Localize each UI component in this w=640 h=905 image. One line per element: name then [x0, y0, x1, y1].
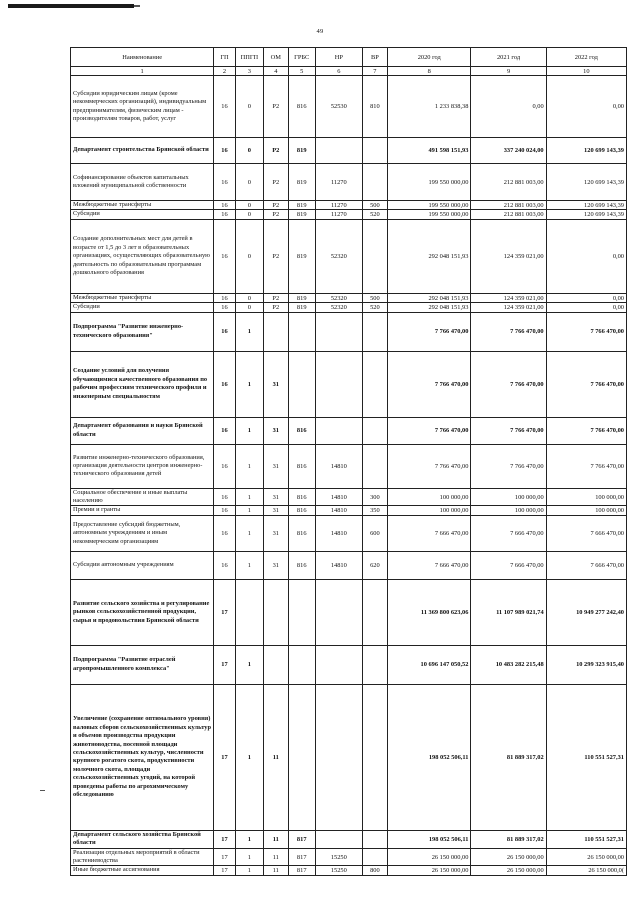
cell-ppgp: 0	[235, 219, 263, 293]
cell-nr	[315, 417, 362, 444]
cell-grbs: 816	[288, 417, 315, 444]
cell-vr: 300	[362, 488, 387, 506]
margin-tick	[40, 790, 45, 791]
cell-grbs: 817	[288, 830, 315, 848]
cell-y2020: 100 000,00	[388, 506, 471, 515]
cell-gp: 16	[214, 515, 235, 551]
cell-y2021: 124 359 021,00	[471, 303, 546, 312]
cell-name: Создание дополнительных мест для детей в возрасте от 1,5 до 3 лет в образовательных организациях, осуществляющих образовательную деятельность по образовательным программам дошкольного образования	[71, 219, 214, 293]
cell-y2022: 7 766 470,00	[546, 417, 626, 444]
col-number: 6	[315, 67, 362, 76]
cell-y2020: 7 666 470,00	[388, 515, 471, 551]
cell-y2022: 26 150 000,00	[546, 848, 626, 866]
table-row	[71, 830, 627, 848]
cell-om	[264, 312, 288, 351]
cell-y2022: 0,00	[546, 303, 626, 312]
cell-y2020: 7 666 470,00	[388, 551, 471, 579]
cell-grbs	[288, 312, 315, 351]
cell-gp: 16	[214, 303, 235, 312]
cell-y2021: 7 666 470,00	[471, 515, 546, 551]
cell-nr: 14810	[315, 515, 362, 551]
col-header: НР	[315, 48, 362, 67]
cell-om: Р2	[264, 219, 288, 293]
cell-vr	[362, 444, 387, 488]
cell-om	[264, 579, 288, 645]
cell-name: Подпрограмма "Развитие инженерно-технического образования"	[71, 312, 214, 351]
table-row	[71, 351, 627, 417]
cell-y2022: 0,00	[546, 219, 626, 293]
col-number: 7	[362, 67, 387, 76]
cell-y2020: 491 598 151,93	[388, 138, 471, 164]
cell-ppgp: 1	[235, 848, 263, 866]
col-header: ППГП	[235, 48, 263, 67]
cell-name: Развитие сельского хозяйства и регулирование рынков сельскохозяйственной продукции, сырья и продовольствия Брянской области	[71, 579, 214, 645]
cell-y2022: 100 000,00	[546, 488, 626, 506]
cell-vr: 600	[362, 515, 387, 551]
cell-grbs: 819	[288, 210, 315, 219]
cell-vr: 350	[362, 506, 387, 515]
cell-gp: 16	[214, 76, 235, 138]
col-header: ГРБС	[288, 48, 315, 67]
cell-ppgp: 0	[235, 201, 263, 210]
cell-om	[264, 645, 288, 684]
cell-nr	[315, 645, 362, 684]
cell-om: 31	[264, 417, 288, 444]
cell-name: Субсидии	[71, 303, 214, 312]
cell-y2021: 212 881 003,00	[471, 164, 546, 201]
cell-y2021: 212 881 003,00	[471, 201, 546, 210]
cell-y2021: 124 359 021,00	[471, 219, 546, 293]
cell-om: 11	[264, 866, 288, 875]
cell-vr: 810	[362, 76, 387, 138]
cell-grbs: 817	[288, 866, 315, 875]
cell-grbs: 816	[288, 444, 315, 488]
cell-gp: 16	[214, 201, 235, 210]
cell-gp: 17	[214, 579, 235, 645]
table-row	[71, 684, 627, 830]
cell-y2022: 0,00	[546, 76, 626, 138]
cell-vr	[362, 138, 387, 164]
table-row	[71, 201, 627, 210]
cell-y2020: 199 550 000,00	[388, 164, 471, 201]
cell-grbs: 816	[288, 76, 315, 138]
cell-y2021: 0,00	[471, 76, 546, 138]
cell-y2022: 0,00	[546, 293, 626, 302]
cell-vr	[362, 848, 387, 866]
cell-om: 31	[264, 351, 288, 417]
scan-edge-mark-tail	[134, 5, 140, 7]
cell-grbs: 816	[288, 506, 315, 515]
table-row	[71, 303, 627, 312]
cell-y2021: 81 889 317,02	[471, 684, 546, 830]
col-number: 8	[388, 67, 471, 76]
cell-nr: 11270	[315, 210, 362, 219]
cell-nr: 11270	[315, 164, 362, 201]
cell-gp: 16	[214, 164, 235, 201]
col-header: ВР	[362, 48, 387, 67]
cell-name: Социальное обеспечение и иные выплаты населению	[71, 488, 214, 506]
cell-gp: 16	[214, 417, 235, 444]
cell-y2020: 199 550 000,00	[388, 201, 471, 210]
table-row	[71, 210, 627, 219]
col-header: Наименование	[71, 48, 214, 67]
cell-vr	[362, 684, 387, 830]
cell-name: Иные бюджетные ассигнования	[71, 866, 214, 875]
cell-grbs: 816	[288, 488, 315, 506]
cell-gp: 16	[214, 138, 235, 164]
cell-ppgp: 1	[235, 444, 263, 488]
cell-y2022: 10 949 277 242,40	[546, 579, 626, 645]
table-row	[71, 444, 627, 488]
cell-om: 31	[264, 444, 288, 488]
cell-ppgp: 0	[235, 303, 263, 312]
cell-y2022: 26 150 000,0(	[546, 866, 626, 875]
cell-grbs: 819	[288, 293, 315, 302]
cell-y2020: 11 369 800 623,06	[388, 579, 471, 645]
cell-y2020: 7 766 470,00	[388, 312, 471, 351]
cell-ppgp: 0	[235, 76, 263, 138]
cell-nr: 52530	[315, 76, 362, 138]
cell-y2021: 100 000,00	[471, 488, 546, 506]
cell-gp: 16	[214, 219, 235, 293]
cell-name: Подпрограмма "Развитие отраслей агропромышленного комплекса"	[71, 645, 214, 684]
table-row	[71, 138, 627, 164]
cell-y2022: 10 299 323 915,40	[546, 645, 626, 684]
cell-grbs	[288, 579, 315, 645]
cell-grbs: 819	[288, 138, 315, 164]
col-number: 10	[546, 67, 626, 76]
cell-y2022: 7 666 470,00	[546, 515, 626, 551]
cell-ppgp: 0	[235, 210, 263, 219]
cell-y2020: 292 048 151,93	[388, 293, 471, 302]
cell-vr: 800	[362, 866, 387, 875]
cell-y2021: 7 766 470,00	[471, 312, 546, 351]
cell-ppgp: 1	[235, 515, 263, 551]
cell-gp: 16	[214, 293, 235, 302]
page-number: 49	[316, 28, 324, 35]
cell-name: Софинансирование объектов капитальных вложений муниципальной собственности	[71, 164, 214, 201]
col-header: 2020 год	[388, 48, 471, 67]
cell-gp: 16	[214, 210, 235, 219]
cell-nr: 15250	[315, 866, 362, 875]
cell-y2022: 100 000,00	[546, 506, 626, 515]
cell-om: Р2	[264, 201, 288, 210]
cell-y2020: 198 052 506,11	[388, 684, 471, 830]
cell-nr	[315, 830, 362, 848]
cell-name: Предоставление субсидий бюджетным, автономным учреждениям и иным некоммерческим организациям	[71, 515, 214, 551]
cell-y2022: 110 551 527,31	[546, 684, 626, 830]
cell-om: Р2	[264, 293, 288, 302]
table-row	[71, 293, 627, 302]
cell-y2022: 120 699 143,39	[546, 201, 626, 210]
cell-y2020: 292 048 151,93	[388, 303, 471, 312]
cell-gp: 17	[214, 830, 235, 848]
cell-ppgp: 0	[235, 138, 263, 164]
cell-y2020: 198 052 506,11	[388, 830, 471, 848]
cell-ppgp	[235, 579, 263, 645]
cell-om: Р2	[264, 138, 288, 164]
cell-name: Развитие инженерно-технического образования, организация деятельности центров инженерно-технического образования детей	[71, 444, 214, 488]
cell-grbs	[288, 684, 315, 830]
cell-name: Субсидии автономным учреждениям	[71, 551, 214, 579]
cell-grbs: 819	[288, 164, 315, 201]
cell-name: Реализация отдельных мероприятий в области растениеводства	[71, 848, 214, 866]
table-row	[71, 312, 627, 351]
col-number: 2	[214, 67, 235, 76]
cell-ppgp: 1	[235, 866, 263, 875]
cell-y2021: 10 483 282 215,48	[471, 645, 546, 684]
cell-vr: 500	[362, 201, 387, 210]
cell-vr	[362, 417, 387, 444]
cell-gp: 16	[214, 488, 235, 506]
cell-y2021: 7 766 470,00	[471, 351, 546, 417]
cell-nr: 14810	[315, 488, 362, 506]
cell-name: Департамент сельского хозяйства Брянской области	[71, 830, 214, 848]
cell-y2022: 120 699 143,39	[546, 164, 626, 201]
cell-grbs: 819	[288, 201, 315, 210]
col-number: 1	[71, 67, 214, 76]
cell-y2021: 100 000,00	[471, 506, 546, 515]
cell-grbs: 819	[288, 303, 315, 312]
cell-om: 11	[264, 830, 288, 848]
cell-ppgp: 1	[235, 551, 263, 579]
cell-ppgp: 0	[235, 164, 263, 201]
table-row	[71, 76, 627, 138]
cell-grbs: 816	[288, 551, 315, 579]
table-row	[71, 866, 627, 875]
cell-y2020: 26 150 000,00	[388, 848, 471, 866]
cell-om: Р2	[264, 210, 288, 219]
cell-y2020: 292 048 151,93	[388, 219, 471, 293]
cell-nr: 14810	[315, 444, 362, 488]
table-row	[71, 551, 627, 579]
cell-om: Р2	[264, 76, 288, 138]
cell-vr	[362, 830, 387, 848]
cell-y2021: 337 240 024,00	[471, 138, 546, 164]
cell-nr: 11270	[315, 201, 362, 210]
cell-y2022: 7 766 470,00	[546, 312, 626, 351]
cell-name: Премии и гранты	[71, 506, 214, 515]
header-row	[71, 48, 627, 67]
cell-ppgp: 1	[235, 506, 263, 515]
cell-om: Р2	[264, 164, 288, 201]
cell-nr	[315, 138, 362, 164]
cell-om: Р2	[264, 303, 288, 312]
cell-vr: 620	[362, 551, 387, 579]
cell-y2021: 212 881 003,00	[471, 210, 546, 219]
table-row	[71, 506, 627, 515]
cell-y2021: 7 666 470,00	[471, 551, 546, 579]
table-row	[71, 219, 627, 293]
cell-name: Межбюджетные трансферты	[71, 293, 214, 302]
cell-gp: 17	[214, 848, 235, 866]
cell-y2022: 7 766 470,00	[546, 444, 626, 488]
cell-gp: 16	[214, 506, 235, 515]
cell-grbs	[288, 645, 315, 684]
cell-name: Субсидии	[71, 210, 214, 219]
cell-ppgp: 1	[235, 645, 263, 684]
cell-gp: 16	[214, 312, 235, 351]
cell-ppgp: 1	[235, 312, 263, 351]
cell-y2020: 100 000,00	[388, 488, 471, 506]
cell-name: Увеличение (сохранение оптимального уровня) валовых сборов сельскохозяйственных культур и объемов производства продукции животноводства, посевной площади сельскохозяйственных культур, численности крупного рогатого скота, продуктивности молочного скота, площади сельскохозяйственных угодий, на которой проведены работы по агрохимическому обследованию	[71, 684, 214, 830]
cell-vr: 520	[362, 303, 387, 312]
cell-gp: 17	[214, 684, 235, 830]
cell-gp: 16	[214, 351, 235, 417]
table-row	[71, 848, 627, 866]
cell-nr: 15250	[315, 848, 362, 866]
col-header: ГП	[214, 48, 235, 67]
col-header: 2022 год	[546, 48, 626, 67]
cell-vr	[362, 164, 387, 201]
cell-om: 31	[264, 515, 288, 551]
cell-y2020: 10 696 147 050,52	[388, 645, 471, 684]
cell-grbs: 817	[288, 848, 315, 866]
cell-om: 11	[264, 684, 288, 830]
cell-y2021: 7 766 470,00	[471, 417, 546, 444]
cell-ppgp: 1	[235, 351, 263, 417]
cell-nr	[315, 312, 362, 351]
cell-om: 31	[264, 551, 288, 579]
cell-name: Департамент образования и науки Брянской области	[71, 417, 214, 444]
cell-y2022: 120 699 143,39	[546, 210, 626, 219]
cell-vr	[362, 312, 387, 351]
cell-ppgp: 1	[235, 830, 263, 848]
cell-y2021: 81 889 317,02	[471, 830, 546, 848]
cell-ppgp: 1	[235, 417, 263, 444]
column-number-row	[71, 67, 627, 76]
cell-om: 31	[264, 506, 288, 515]
cell-y2021: 7 766 470,00	[471, 444, 546, 488]
cell-grbs: 816	[288, 515, 315, 551]
cell-y2020: 26 150 000,00	[388, 866, 471, 875]
cell-y2021: 124 359 021,00	[471, 293, 546, 302]
cell-vr	[362, 579, 387, 645]
col-header: 2021 год	[471, 48, 546, 67]
table-row	[71, 488, 627, 506]
cell-om: 11	[264, 848, 288, 866]
cell-ppgp: 0	[235, 293, 263, 302]
cell-nr	[315, 684, 362, 830]
cell-ppgp: 1	[235, 684, 263, 830]
cell-nr: 52320	[315, 219, 362, 293]
cell-nr	[315, 579, 362, 645]
cell-grbs: 819	[288, 219, 315, 293]
table-row	[71, 579, 627, 645]
cell-gp: 16	[214, 444, 235, 488]
cell-y2021: 26 150 000,00	[471, 866, 546, 875]
cell-vr	[362, 351, 387, 417]
cell-y2020: 199 550 000,00	[388, 210, 471, 219]
scan-edge-mark	[8, 4, 134, 8]
cell-name: Межбюджетные трансферты	[71, 201, 214, 210]
cell-name: Создание условий для получения обучающимися качественного образования по рабочим профессиям технического профиля и инженерным специальностям	[71, 351, 214, 417]
cell-gp: 17	[214, 866, 235, 875]
table-row	[71, 515, 627, 551]
cell-nr: 14810	[315, 551, 362, 579]
budget-table	[70, 47, 627, 876]
col-number: 3	[235, 67, 263, 76]
col-number: 5	[288, 67, 315, 76]
cell-vr	[362, 219, 387, 293]
cell-ppgp: 1	[235, 488, 263, 506]
cell-vr: 520	[362, 210, 387, 219]
table-row	[71, 417, 627, 444]
cell-nr	[315, 351, 362, 417]
cell-nr: 52320	[315, 293, 362, 302]
cell-y2020: 7 766 470,00	[388, 444, 471, 488]
cell-y2022: 7 666 470,00	[546, 551, 626, 579]
table-row	[71, 645, 627, 684]
cell-vr	[362, 645, 387, 684]
cell-nr: 52320	[315, 303, 362, 312]
cell-y2020: 1 233 838,38	[388, 76, 471, 138]
cell-y2021: 26 150 000,00	[471, 848, 546, 866]
cell-y2021: 11 107 989 021,74	[471, 579, 546, 645]
cell-y2022: 120 699 143,39	[546, 138, 626, 164]
table-row	[71, 164, 627, 201]
cell-nr: 14810	[315, 506, 362, 515]
cell-gp: 17	[214, 645, 235, 684]
cell-name: Субсидии юридическим лицам (кроме некоммерческих организаций), индивидуальным предпринимателям, физическим лицам - производителям товаров, работ, услуг	[71, 76, 214, 138]
cell-vr: 500	[362, 293, 387, 302]
cell-y2022: 7 766 470,00	[546, 351, 626, 417]
col-number: 4	[264, 67, 288, 76]
cell-grbs	[288, 351, 315, 417]
col-number: 9	[471, 67, 546, 76]
cell-y2020: 7 766 470,00	[388, 351, 471, 417]
cell-gp: 16	[214, 551, 235, 579]
cell-name: Департамент строительства Брянской области	[71, 138, 214, 164]
col-header: ОМ	[264, 48, 288, 67]
cell-y2020: 7 766 470,00	[388, 417, 471, 444]
cell-om: 31	[264, 488, 288, 506]
cell-y2022: 110 551 527,31	[546, 830, 626, 848]
